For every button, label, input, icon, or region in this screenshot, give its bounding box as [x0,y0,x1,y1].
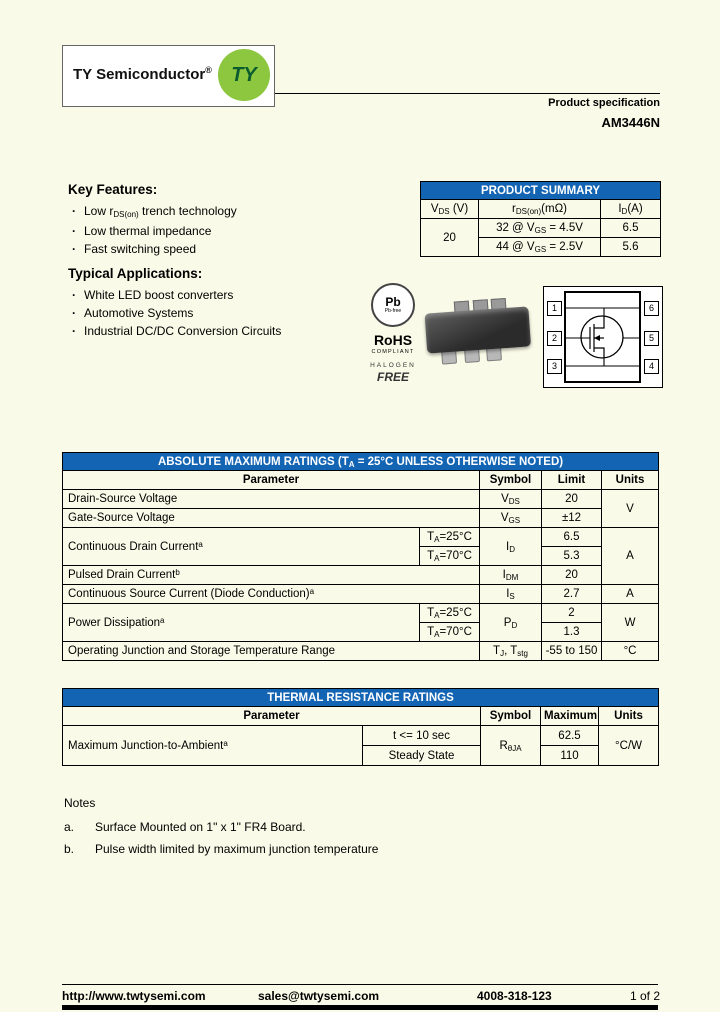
registered-mark: ® [205,65,212,75]
parameter-cell: Gate-Source Voltage [63,509,480,528]
symbol-cell [480,642,542,661]
notes-section [64,796,378,858]
vds-value: 20 [421,219,479,257]
pb-text: Pb [385,294,401,309]
sym-sub: DS(on) [515,207,542,216]
limit-cell: 5.3 [542,547,602,566]
condition-cell [420,623,480,642]
title-text: ABSOLUTE MAXIMUM RATINGS (T [157,455,349,468]
amr-title [63,453,659,471]
sym-sub: D [509,544,515,554]
product-specification-label: Product specification [548,97,660,109]
id-value: 5.6 [601,238,661,257]
sym-sub: GS [534,226,547,235]
title-text: = 25°C UNLESS OTHERWISE NOTED) [354,455,564,468]
title-sub: A [348,459,355,469]
product-summary-header-row [421,200,661,219]
sym-base: I [506,588,510,600]
sym-base: R [499,739,508,752]
param-text: Power Dissipation [68,616,161,629]
note-ref: a [309,587,315,596]
parameter-cell [63,604,420,642]
sym-rest: = 4.5V [546,222,583,234]
sym-sub: stg [517,649,528,658]
parameter-cell [63,566,480,585]
page-indicator: 1 of 2 [629,989,660,1003]
halogen-label: HALOGEN [370,362,416,369]
compliant-label: COMPLIANT [371,349,415,355]
feature-item: · Fast switching speed [68,240,398,258]
parameter-cell: Operating Junction and Storage Temperature Range [63,642,480,661]
units-cell: V [602,490,659,528]
amr-header-row [63,471,659,490]
sym-base: V [430,203,439,215]
symbol-cell [480,566,542,585]
sym-sub: A [434,554,440,563]
brand-circle-text: TY [231,63,257,86]
amr-row [63,509,659,528]
condition-cell: t <= 10 sec [363,726,481,746]
parameter-cell [63,528,420,566]
units-cell: °C/W [599,726,659,766]
note-ref: a [160,615,165,625]
rds-header [479,200,601,219]
note-ref: a [223,738,228,748]
rds-value [479,219,601,238]
symbol-cell [481,726,541,766]
limit-header: Limit [542,471,602,490]
parameter-header: Parameter [63,707,481,726]
pb-free-text: Pb-free [384,307,402,314]
maximum-cell: 62.5 [541,726,599,746]
typical-applications-title: Typical Applications: [68,266,203,281]
application-item: · Automotive Systems [68,304,408,322]
feature-text: trench technology [138,204,237,218]
application-item: · White LED boost converters [68,286,408,304]
sym-base: I [506,540,510,553]
footer-website: http://www.twtysemi.com [62,989,206,1003]
condition-cell [420,547,480,566]
sym-base: , T [504,645,518,657]
symbol-header: Symbol [480,471,542,490]
product-summary-row [421,219,661,238]
footer-phone: 4008-318-123 [477,989,552,1003]
sym-base: T [427,626,435,638]
brand-circle-icon [218,49,270,101]
sym-base: 32 @ V [496,222,535,234]
thermal-resistance-ratings-table [62,688,659,766]
sym-sub: D [621,207,628,216]
sym-sub: D [511,620,518,630]
maximum-header: Maximum [541,707,599,726]
pin-configuration-diagram [543,286,663,388]
param-text: Maximum Junction-to-Ambient [68,739,224,752]
note-a [64,818,378,836]
symbol-cell [480,528,542,566]
sym-base: I [502,569,506,581]
sym-base: I [618,203,622,215]
amr-row [63,642,659,661]
rds-value [479,238,601,257]
sym-base: T [427,607,435,619]
sym-rest: =25°C [439,607,472,619]
sym-sub: J [500,649,505,658]
sym-sub: S [509,592,515,601]
feature-text-sub: DS(on) [113,210,139,219]
product-summary-title: PRODUCT SUMMARY [421,182,661,200]
sym-base: V [500,512,509,524]
condition-cell [420,604,480,623]
application-item: · Industrial DC/DC Conversion Circuits [68,322,408,340]
sym-sub: GS [508,516,521,525]
pin-5: 5 [644,331,659,346]
param-text: Pulsed Drain Current [68,569,176,581]
condition-cell: Steady State [363,746,481,766]
limit-cell: 2 [542,604,602,623]
note-ref: a [198,539,203,549]
units-cell: A [602,585,659,604]
amr-row [63,585,659,604]
trr-row [63,726,659,746]
sym-rest: =70°C [439,626,472,638]
sym-sub: A [434,630,440,639]
sym-sub: DS [508,497,520,506]
typical-applications-section [68,266,408,340]
package-body [425,306,532,353]
parameter-cell [63,585,480,604]
amr-row [63,604,659,623]
limit-cell: 20 [542,490,602,509]
pb-free-icon [371,283,415,327]
footer-rule [62,984,658,985]
sym-base: T [427,531,435,543]
brand-logo [62,45,275,107]
pin-3: 3 [547,359,562,374]
part-number: AM3446N [601,115,660,130]
sym-rest: =25°C [439,531,472,543]
key-features-title: Key Features: [68,182,158,197]
trr-title-row [63,689,659,707]
feature-item [68,202,398,222]
sym-base: r [511,203,516,215]
bottom-bar [62,1005,658,1010]
symbol-cell [480,509,542,528]
sym-sub: A [434,535,440,544]
parameter-cell: Drain-Source Voltage [63,490,480,509]
sym-base: P [503,616,512,629]
notes-title: Notes [64,796,96,810]
key-features-section [68,182,398,258]
brand-name-text: TY Semiconductor [73,66,206,83]
id-value: 6.5 [601,219,661,238]
sym-sub: A [434,611,440,620]
units-header: Units [599,707,659,726]
units-header: Units [602,471,659,490]
vds-header [421,200,479,219]
sym-rest: (V) [449,203,469,215]
note-ref: b [175,568,180,577]
pin-6: 6 [644,301,659,316]
symbol-header: Symbol [481,707,541,726]
note-text: Pulse width limited by maximum junction temperature [95,842,379,856]
sym-sub: DM [505,573,519,582]
footer-email: sales@twtysemi.com [258,989,380,1003]
trr-header-row [63,707,659,726]
sym-sub: DS [438,207,450,216]
limit-cell: 20 [542,566,602,585]
parameter-cell [63,726,363,766]
sym-rest: =70°C [439,550,472,562]
note-b [64,840,378,858]
maximum-cell: 110 [541,746,599,766]
note-label: a. [64,820,75,834]
sym-rest: (A) [627,203,643,215]
amr-row [63,566,659,585]
sym-sub: θJA [507,743,522,753]
symbol-cell [480,490,542,509]
absolute-maximum-ratings-table [62,452,659,661]
product-summary-table [420,181,661,257]
note-label: b. [64,842,75,856]
param-text: Continuous Drain Current [68,540,199,553]
note-text: Surface Mounted on 1" x 1" FR4 Board. [95,820,306,834]
package-photo [424,296,532,369]
sym-rest: (mΩ) [541,203,568,215]
sym-base: V [501,493,509,505]
halogen-free-label: FREE [376,370,409,384]
condition-cell [420,528,480,547]
amr-row [63,528,659,547]
sym-base: 44 @ V [496,241,535,253]
feature-item: · Low thermal impedance [68,222,398,240]
sym-base: T [493,645,501,657]
param-text: Continuous Source Current (Diode Conduction) [68,588,310,600]
parameter-header: Parameter [63,471,480,490]
pin-1: 1 [547,301,562,316]
units-cell: W [602,604,659,642]
amr-row [63,490,659,509]
pin-4: 4 [644,359,659,374]
symbol-cell [480,604,542,642]
product-summary-title-row [421,182,661,200]
sym-rest: = 2.5V [546,241,583,253]
amr-title-row [63,453,659,471]
feature-text: Low r [84,204,114,218]
units-cell: A [602,528,659,585]
brand-name [73,46,212,104]
compliance-badges [369,283,417,384]
trr-title: THERMAL RESISTANCE RATINGS [63,689,659,707]
sym-base: T [427,550,435,562]
sym-sub: GS [534,245,547,254]
limit-cell: 6.5 [542,528,602,547]
limit-cell: ±12 [542,509,602,528]
rohs-label: RoHS [373,332,413,348]
limit-cell: 2.7 [542,585,602,604]
pin-2: 2 [547,331,562,346]
units-cell: °C [602,642,659,661]
limit-cell: -55 to 150 [542,642,602,661]
limit-cell: 1.3 [542,623,602,642]
symbol-cell [480,585,542,604]
id-header [601,200,661,219]
